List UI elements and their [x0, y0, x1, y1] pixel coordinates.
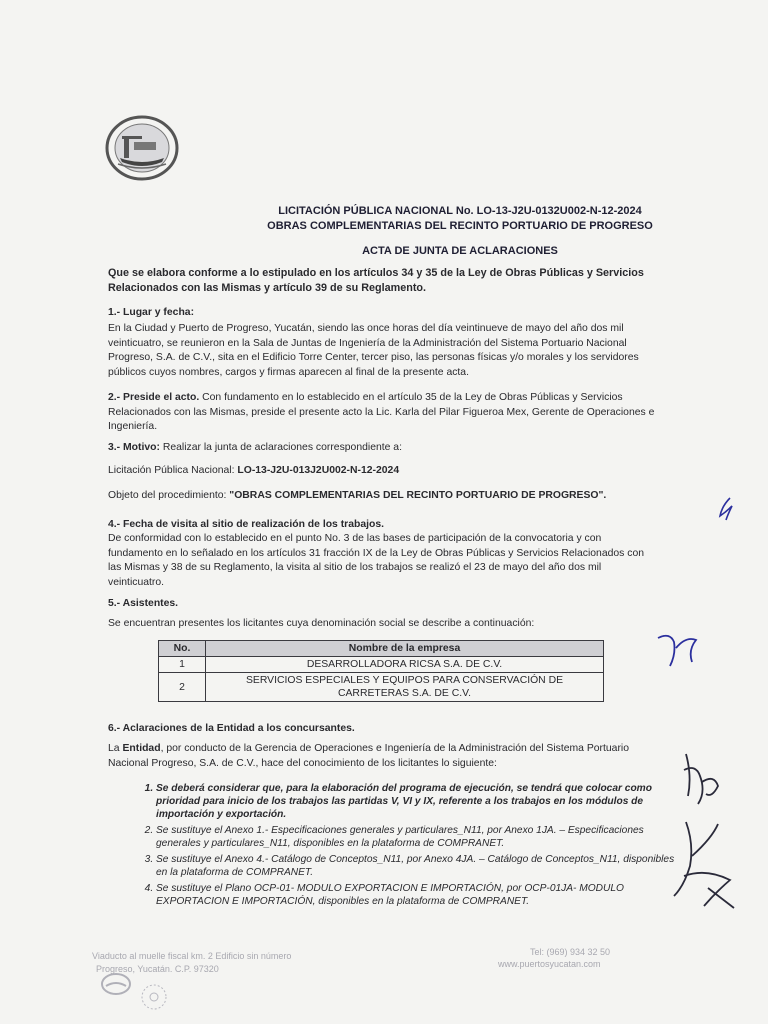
section-3-title: 3.- Motivo: [108, 442, 160, 453]
section-2-paragraph [108, 391, 656, 435]
table-row [159, 673, 604, 702]
footer-address-1: Viaducto al muelle fiscal km. 2 Edificio sin número [92, 951, 292, 961]
section-3-body: Realizar la junta de aclaraciones correspondiente a: [159, 442, 402, 453]
footer-phone: Tel: (969) 934 32 50 [530, 947, 611, 957]
tender-line [108, 464, 656, 479]
section-6-entity: Entidad [122, 743, 161, 754]
intro-paragraph: Que se elabora conforme a lo estipulado en los artículos 34 y 35 de la Ley de Obras Públicas y Servicios Relacionados con las Mismas y artículo 39 de su Reglamento. [108, 267, 644, 294]
col-header-number: No. [159, 641, 206, 657]
initial-signature-1 [712, 494, 742, 524]
table-row [159, 657, 604, 673]
col-header-company: Nombre de la empresa [206, 641, 604, 657]
footer-emblem-icon [136, 982, 172, 1012]
section-1-body: En la Ciudad y Puerto de Progreso, Yucatán, siendo las once horas del día veintinueve de mayo del año dos mil veinticuatro, se reunieron en la Sala de Juntas de Ingeniería de la Administración del Sistema Portuario Nacional Progreso, S.A. de C.V., sita en el Edificio Torre Center, tercer piso, las personas físicas y/o morales y los servidores públicos cuyos nombres, cargos y firmas aparecen al final de la presente acta. [108, 323, 639, 378]
section-6-title: 6.- Aclaraciones de la Entidad a los concursantes. [108, 723, 355, 734]
object-value: "OBRAS COMPLEMENTARIAS DEL RECINTO PORTUARIO DE PROGRESO". [229, 490, 607, 501]
section-2-title: 2.- Preside el acto. [108, 392, 200, 403]
attendees-table [158, 640, 604, 702]
initial-signature-2 [652, 628, 702, 672]
list-item: 2. Se sustituye el Anexo 1.- Especificaciones generales y particulares_N11, por Anexo 1JA. – Especificaciones generales y particulares_N11, disponibles en la plataforma de COMPRANET. [156, 824, 686, 850]
initial-signature-3 [676, 746, 726, 810]
list-item: 3. Se sustituye el Anexo 4.- Catálogo de Conceptos_N11, por Anexo 4JA. – Catálogo de Conceptos_N11, disponibles en la plataforma de COMPRANET. [156, 853, 686, 879]
section-4-body: De conformidad con lo establecido en el punto No. 3 de las bases de participación de la convocatoria y con fundamento en lo señalado en los artículos 31 fracción IX de la Ley de Obras Públicas y Servicios Relacionados con las Mismas y 38 de su Reglamento, la visita al sitio de los trabajos se realizó el 23 de mayo del año dos mil veinticuatro. [108, 533, 645, 588]
section-1-title: 1.- Lugar y fecha: [108, 307, 195, 318]
row-number: 2 [159, 673, 206, 702]
section-3-paragraph [108, 441, 656, 456]
initial-signature-4 [664, 816, 738, 912]
row-company: DESARROLLADORA RICSA S.A. DE C.V. [206, 657, 604, 673]
row-number: 1 [159, 657, 206, 673]
footer-address-2: Progreso, Yucatán. C.P. 97320 [96, 964, 219, 974]
object-label: Objeto del procedimiento: [108, 490, 230, 501]
port-seal-logo [104, 114, 180, 182]
section-2-body: Con fundamento en lo establecido en el artículo 35 de la Ley de Obras Públicas y Servicios Relacionados con las Mismas, preside el presente acto la Lic. Karla del Pilar Figueroa Mex, Gerente de Operaciones e Ingeniería. [108, 392, 655, 432]
row-company: SERVICIOS ESPECIALES Y EQUIPOS PARA CONSERVACIÓN DE CARRETERAS S.A. DE C.V. [206, 673, 604, 702]
project-name-heading: OBRAS COMPLEMENTARIAS DEL RECINTO PORTUARIO DE PROGRESO [267, 220, 653, 232]
tender-value: LO-13-J2U-013J2U002-N-12-2024 [237, 465, 400, 476]
list-item: 1. Se deberá considerar que, para la elaboración del programa de ejecución, se tendrá que colocar como prioridad para inicio de los trabajos las partidas V, VI y IX, referente a los trabajos en los módulos de importación y exportación. [156, 782, 686, 821]
clarifications-list [128, 782, 686, 911]
act-title: ACTA DE JUNTA DE ACLARACIONES [362, 245, 558, 257]
section-5-title: 5.- Asistentes. [108, 598, 179, 609]
footer-logo-icon [100, 972, 132, 996]
tender-number-heading: LICITACIÓN PÚBLICA NACIONAL No. LO-13-J2U-0132U002-N-12-2024 [278, 205, 642, 217]
footer-website: www.puertosyucatan.com [498, 959, 601, 969]
table-header-row [159, 641, 604, 657]
section-5-body: Se encuentran presentes los licitantes cuya denominación social se describe a continuación: [108, 618, 535, 629]
section-6-body-post: , por conducto de la Gerencia de Operaciones e Ingeniería de la Administración del Sistema Portuario Nacional Progreso, S.A. de C.V., hace del conocimiento de los licitantes lo siguiente: [108, 743, 629, 769]
section-6-body-pre: La [108, 743, 123, 754]
section-4-title: 4.- Fecha de visita al sitio de realización de los trabajos. [108, 519, 385, 530]
list-item: 4. Se sustituye el Plano OCP-01- MODULO EXPORTACION E IMPORTACIÓN, por OCP-01JA- MODULO EXPORTACION E IMPORTACIÓN, disponibles en la plataforma de COMPRANET. [156, 882, 686, 908]
section-6-body [108, 742, 656, 771]
object-line [108, 489, 656, 504]
tender-label: Licitación Pública Nacional: [108, 465, 238, 476]
